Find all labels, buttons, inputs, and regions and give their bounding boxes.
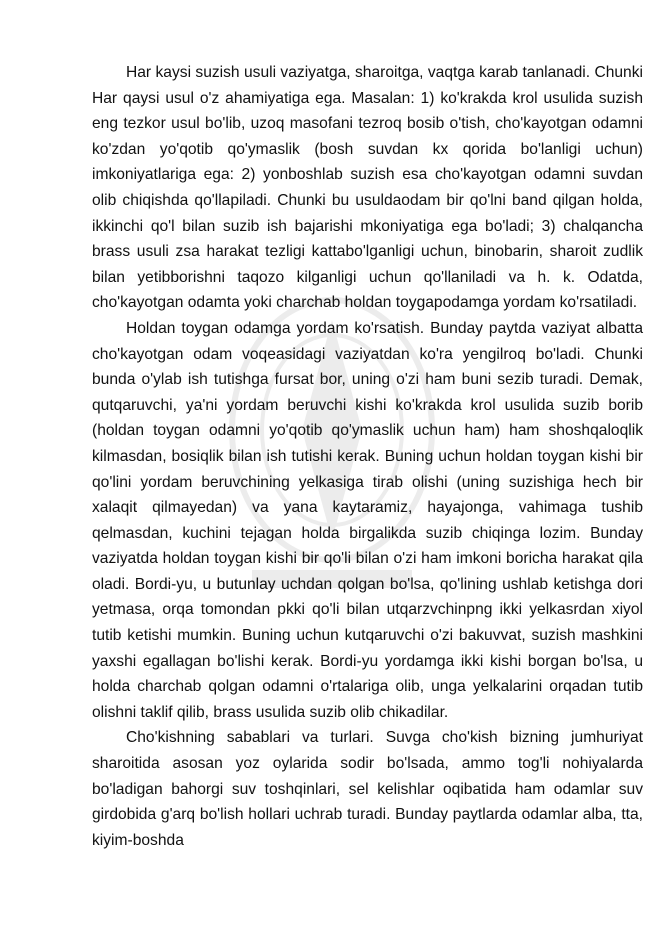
paragraph-swimming-methods: Har kaysi suzish usuli vaziyatga, sharoitga, vaqtga karab tanlanadi. Chunki Har qaysi usul o'z ahamiyatiga ega. Masalan: 1) ko'krakda krol usulida suzish eng tezkor usul bo'lib, uzoq masofani tezroq bosib o'tish, cho'kayotgan odamni ko'zdan yo'qotib qo'ymaslik (bosh suvdan kx qorida bo'lanligi uchun) imkoniyatlariga ega: 2) yonboshlab suzish esa cho'kayotgan odamni suvdan olib chiqishda qo'llapiladi. Chunki bu usuldaodam bir qo'lni band qilgan holda, ikkinchi qo'l bilan suzib ish bajarishi mkoniyatiga ega bo'ladi; 3) chalqancha brass usuli zsa harakat tezligi kattabo'lganligi uchun, binobarin, sharoit zudlik bilan yetibborishni taqozo kilganligi uchun qo'llaniladi va h. k. Odatda, cho'kayotgan odamta yoki charchab holdan toygapodamga yordam ko'rsatiladi. — [92, 64, 643, 312]
paragraph-drowning-causes: Cho'kishning sabablari va turlari. Suvga cho'kish bizning jumhuriyat sharoitida asosan yoz oylarida sodir bo'lsada, ammo tog'li nohiyalarda bo'ladigan bahorgi suv toshqinlari, sel kelishlar oqibatida ham odamlar suv girdobida g'arq bo'lish hollari uchrab turadi. Bunday paytlarda odamlar alba, tta, kiyim-boshda — [92, 729, 643, 849]
paragraph-helping-exhausted-person: Holdan toygan odamga yordam ko'rsatish. Bunday paytda vaziyat albatta cho'kayotgan odam voqeasidagi vaziyatdan ko'ra yengilroq bo'ladi. Chunki bunda o'ylab ish tutishga fursat bor, uning o'zi ham buni sezib turadi. Demak, qutqaruvchi, ya'ni yordam beruvchi kishi ko'krakda krol usulida suzib borib (holdan toygan odamni yo'qotib qo'ymaslik uchun ham) ham shoshqaloqlik kilmasdan, bosiqlik bilan ish tutishi kerak. Buning uchun holdan toygan kishi bir qo'lini yordam beruvchining yelkasiga tirab olishi (uning suzishiga hech bir xalaqit qilmayedan) va yana kaytaramiz, hayajonga, vahimaga tushib qelmasdan, kuchini tejagan holda birgalikda suzib chiqinga lozim. Bunday vaziyatda holdan toygan kishi bir qo'li bilan o'zi ham imkoni boricha harakat qila oladi. Bordi-yu, u butunlay uchdan qolgan bo'lsa, qo'lining ushlab ketishga dori yetmasa, orqa tomondan pkki qo'li bilan utqarzvchinpng ikki yelkasrdan xiyol tutib ketishi mumkin. Buning uchun kutqaruvchi o'zi bakuvvat, suzish mashkini yaxshi egallagan bo'lishi kerak. Bordi-yu yordamga ikki kishi borgan bo'lsa, u holda charchab qolgan odamni o'rtalariga olib, unga yelkalarini orqadan tutib olishni taklif qilib, brass usulida suzib olib chikadilar. — [92, 319, 643, 721]
document-page — [92, 60, 643, 853]
